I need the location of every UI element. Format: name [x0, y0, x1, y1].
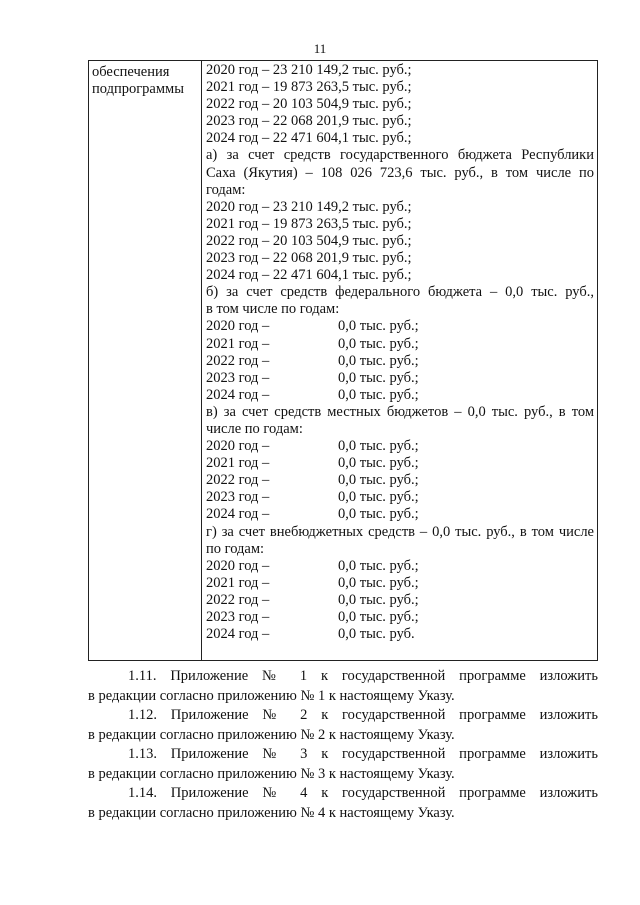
local-budget-year-line: [206, 472, 594, 489]
federal-budget-year-line: [206, 336, 594, 353]
year-label: 2023 год –: [206, 609, 270, 625]
paragraph-first-line: 1.12. Приложение № 2 к государственной программе изложить: [128, 707, 598, 723]
local-budget-year-line: [206, 489, 594, 506]
total-year-line: 2020 год – 23 210 149,2 тыс. руб.;: [206, 62, 412, 78]
funding-table: [88, 60, 598, 661]
amount: 0,0 тыс. руб.;: [338, 438, 419, 455]
amendment-paragraphs: [88, 667, 598, 823]
paragraph: [88, 784, 598, 823]
amount: 0,0 тыс. руб.;: [338, 352, 419, 369]
federal-budget-year-line: [206, 318, 594, 335]
federal-budget-heading: в том числе по годам:: [206, 301, 340, 318]
paragraph-first-line: 1.11. Приложение № 1 к государственной программе изложить: [128, 668, 598, 684]
amount: 0,0 тыс. руб.: [338, 626, 415, 643]
state-budget-year-line: 2024 год – 22 471 604,1 тыс. руб.;: [206, 267, 412, 284]
state-budget-heading: а) за счет средств государственного бюджета Республики: [206, 147, 594, 164]
offbudget-year-line: [206, 609, 594, 626]
year-label: 2021 год –: [206, 455, 270, 472]
amount: 0,0 тыс. руб.;: [338, 609, 419, 625]
paragraph-first-line: 1.13. Приложение № 3 к государственной программе изложить: [128, 746, 598, 762]
year-label: 2024 год –: [206, 626, 270, 643]
amount: 0,0 тыс. руб.;: [338, 489, 419, 506]
label-line: подпрограммы: [92, 81, 184, 97]
paragraph: [88, 667, 598, 706]
year-label: 2023 год –: [206, 489, 270, 506]
state-budget-year-line: 2021 год – 19 873 263,5 тыс. руб.;: [206, 215, 412, 232]
amount: 0,0 тыс. руб.;: [338, 369, 419, 386]
amount: 0,0 тыс. руб.;: [338, 506, 419, 523]
label-line: обеспечения: [92, 64, 170, 80]
federal-budget-year-line: [206, 353, 594, 370]
amount: 0,0 тыс. руб.;: [338, 472, 419, 489]
table-value-cell: [202, 61, 597, 660]
paragraph-first-line: 1.14. Приложение № 4 к государственной программе изложить: [128, 785, 598, 801]
amount: 0,0 тыс. руб.;: [338, 318, 419, 335]
total-year-line: 2024 год – 22 471 604,1 тыс. руб.;: [206, 130, 412, 147]
offbudget-year-line: [206, 626, 594, 643]
year-label: 2020 год –: [206, 438, 270, 455]
year-label: 2021 год –: [206, 335, 270, 352]
year-label: 2020 год –: [206, 557, 270, 574]
amount: 0,0 тыс. руб.;: [338, 591, 419, 608]
paragraph-second-line: в редакции согласно приложению № 1 к настоящему Указу.: [88, 687, 455, 704]
state-budget-year-line: 2022 год – 20 103 504,9 тыс. руб.;: [206, 232, 412, 249]
paragraph: [88, 745, 598, 784]
offbudget-year-line: [206, 575, 594, 592]
local-budget-year-line: [206, 438, 594, 455]
amount: 0,0 тыс. руб.;: [338, 335, 419, 352]
federal-budget-year-line: [206, 370, 594, 387]
paragraph-second-line: в редакции согласно приложению № 4 к настоящему Указу.: [88, 804, 455, 821]
year-label: 2022 год –: [206, 591, 270, 608]
year-label: 2022 год –: [206, 472, 270, 489]
page-number: 11: [313, 41, 327, 56]
state-budget-year-line: 2023 год – 22 068 201,9 тыс. руб.;: [206, 250, 412, 267]
local-budget-year-line: [206, 506, 594, 523]
amount: 0,0 тыс. руб.;: [338, 386, 419, 403]
offbudget-heading: г) за счет внебюджетных средств – 0,0 тыс. руб., в том числе: [206, 523, 594, 540]
year-label: 2024 год –: [206, 386, 270, 403]
amount: 0,0 тыс. руб.;: [338, 574, 419, 591]
paragraph-second-line: в редакции согласно приложению № 2 к настоящему Указу.: [88, 726, 455, 743]
offbudget-year-line: [206, 592, 594, 609]
year-label: 2021 год –: [206, 574, 270, 591]
year-label: 2022 год –: [206, 352, 270, 369]
amount: 0,0 тыс. руб.;: [338, 557, 419, 574]
year-label: 2024 год –: [206, 506, 270, 523]
paragraph-second-line: в редакции согласно приложению № 3 к настоящему Указу.: [88, 765, 455, 782]
total-year-line: 2023 год – 22 068 201,9 тыс. руб.;: [206, 113, 412, 130]
local-budget-heading: в) за счет средств местных бюджетов – 0,0 тыс. руб., в том: [206, 403, 594, 420]
state-budget-year-line: 2020 год – 23 210 149,2 тыс. руб.;: [206, 198, 412, 215]
offbudget-heading: по годам:: [206, 540, 265, 557]
paragraph: [88, 706, 598, 745]
federal-budget-year-line: [206, 387, 594, 404]
local-budget-heading: числе по годам:: [206, 420, 303, 437]
state-budget-heading: Саха (Якутия) – 108 026 723,6 тыс. руб., в том числе по: [206, 164, 594, 181]
federal-budget-heading: б) за счет средств федерального бюджета – 0,0 тыс. руб.,: [206, 284, 594, 301]
total-year-line: 2021 год – 19 873 263,5 тыс. руб.;: [206, 79, 412, 96]
year-label: 2023 год –: [206, 369, 270, 386]
local-budget-year-line: [206, 455, 594, 472]
offbudget-year-line: [206, 558, 594, 575]
amount: 0,0 тыс. руб.;: [338, 455, 419, 472]
state-budget-heading: годам:: [206, 181, 246, 198]
year-label: 2020 год –: [206, 318, 270, 335]
table-label-cell: [89, 61, 202, 660]
total-year-line: 2022 год – 20 103 504,9 тыс. руб.;: [206, 96, 412, 113]
